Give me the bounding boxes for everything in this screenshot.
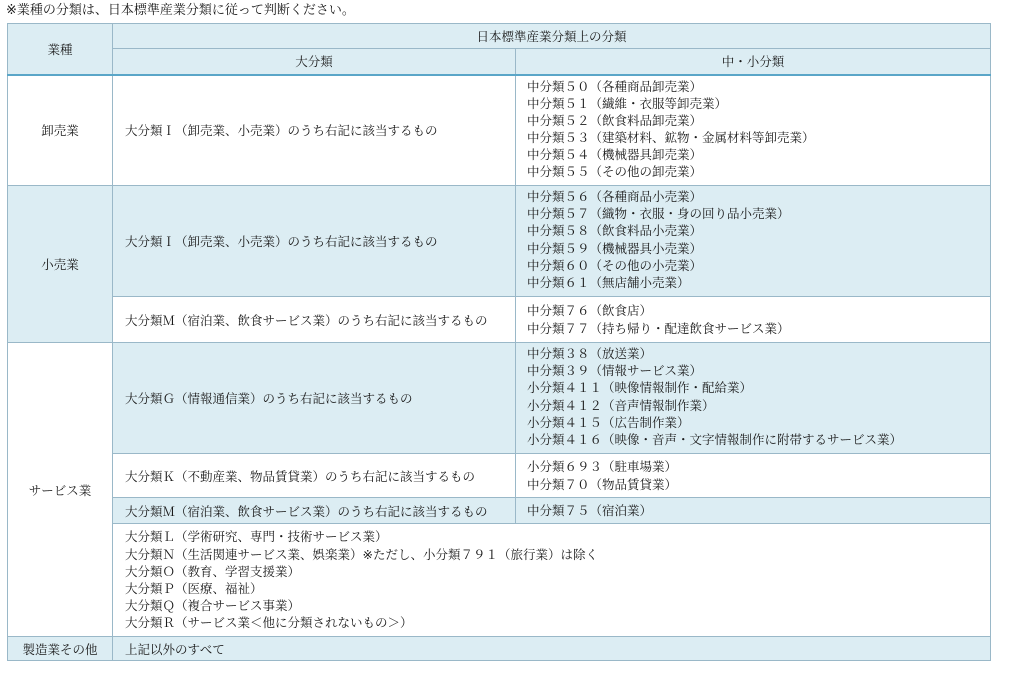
service-minor-list-3: [516, 498, 991, 524]
retail-major-1: 大分類Ｉ（卸売業、小売業）のうち右記に該当するもの: [113, 186, 516, 297]
service-other-list: [113, 524, 991, 637]
list-item: 小分類４１６（映像・音声・文字情報制作に附帯するサービス業）: [527, 431, 903, 447]
service-minor-list-2: [516, 454, 991, 498]
retail-major-2: 大分類Ｍ（宿泊業、飲食サービス業）のうち右記に該当するもの: [113, 297, 516, 343]
list-item: 中分類５２（飲食料品卸売業）: [527, 112, 703, 128]
service-major-2: 大分類Ｋ（不動産業、物品賃貸業）のうち右記に該当するもの: [113, 454, 516, 498]
industry-manufacturing: 製造業その他: [8, 637, 113, 661]
retail-minor-list-1: [516, 186, 991, 297]
list-item: 中分類５９（機械器具小売業）: [527, 240, 703, 256]
list-item: 中分類５０（各種商品卸売業）: [527, 78, 703, 94]
list-item: 中分類５５（その他の卸売業）: [527, 164, 703, 180]
list-item: 中分類６０（その他の小売業）: [527, 257, 703, 273]
list-item: 中分類５４（機械器具卸売業）: [527, 147, 703, 163]
list-item: 小分類４１１（映像情報制作・配給業）: [527, 380, 753, 396]
service-minor-list-1: [516, 343, 991, 454]
header-minor: 中・小分類: [516, 49, 991, 75]
list-item: 大分類Ｐ（医療、福祉）: [125, 581, 263, 596]
list-item: 中分類５８（飲食料品小売業）: [527, 223, 703, 239]
header-jsic: 日本標準産業分類上の分類: [113, 24, 991, 49]
classification-note: ※業種の分類は、日本標準産業分類に従って判断ください。: [6, 3, 355, 18]
list-item: 中分類７６（飲食店）: [527, 303, 653, 319]
industry-retail: 小売業: [8, 186, 113, 343]
list-item: 中分類６１（無店舗小売業）: [527, 274, 690, 290]
list-item: 中分類７７（持ち帰り・配達飲食サービス業）: [527, 320, 790, 336]
wholesale-minor-list: [516, 75, 991, 186]
list-item: 小分類６９３（駐車場業）: [527, 459, 678, 475]
list-item: 大分類Ｌ（学術研究、専門・技術サービス業）: [125, 529, 388, 545]
industry-classification-table: [7, 23, 991, 661]
list-item: 中分類５３（建築材料、鉱物・金属材料等卸売業）: [527, 130, 815, 146]
list-item: 大分類Ｒ（サービス業＜他に分類されないもの＞）: [125, 615, 413, 631]
list-item: 中分類３８（放送業）: [527, 346, 653, 361]
list-item: 中分類５７（織物・衣服・身の回り品小売業）: [527, 206, 790, 222]
list-item: 中分類３９（情報サービス業）: [527, 363, 703, 379]
industry-service: サービス業: [8, 343, 113, 637]
list-item: 大分類Ｑ（複合サービス事業）: [125, 598, 301, 614]
list-item: 大分類Ｏ（教育、学習支援業）: [125, 563, 301, 579]
list-item: 中分類５１（繊維・衣服等卸売業）: [527, 95, 728, 111]
header-industry: 業種: [8, 24, 113, 75]
header-major: 大分類: [113, 49, 516, 75]
list-item: 小分類４１５（広告制作業）: [527, 414, 690, 430]
list-item: 中分類７５（宿泊業）: [527, 502, 653, 518]
manufacturing-desc: 上記以外のすべて: [113, 637, 991, 661]
list-item: 小分類４１２（音声情報制作業）: [527, 397, 715, 413]
retail-minor-list-2: [516, 297, 991, 343]
industry-wholesale: 卸売業: [8, 75, 113, 186]
wholesale-major: 大分類Ｉ（卸売業、小売業）のうち右記に該当するもの: [113, 75, 516, 186]
service-major-1: 大分類Ｇ（情報通信業）のうち右記に該当するもの: [113, 343, 516, 454]
list-item: 大分類Ｎ（生活関連サービス業、娯楽業）※ただし、小分類７９１（旅行業）は除く: [125, 546, 598, 562]
service-major-3: 大分類Ｍ（宿泊業、飲食サービス業）のうち右記に該当するもの: [113, 498, 516, 524]
list-item: 中分類５６（各種商品小売業）: [527, 189, 703, 204]
list-item: 中分類７０（物品賃貸業）: [527, 476, 678, 492]
